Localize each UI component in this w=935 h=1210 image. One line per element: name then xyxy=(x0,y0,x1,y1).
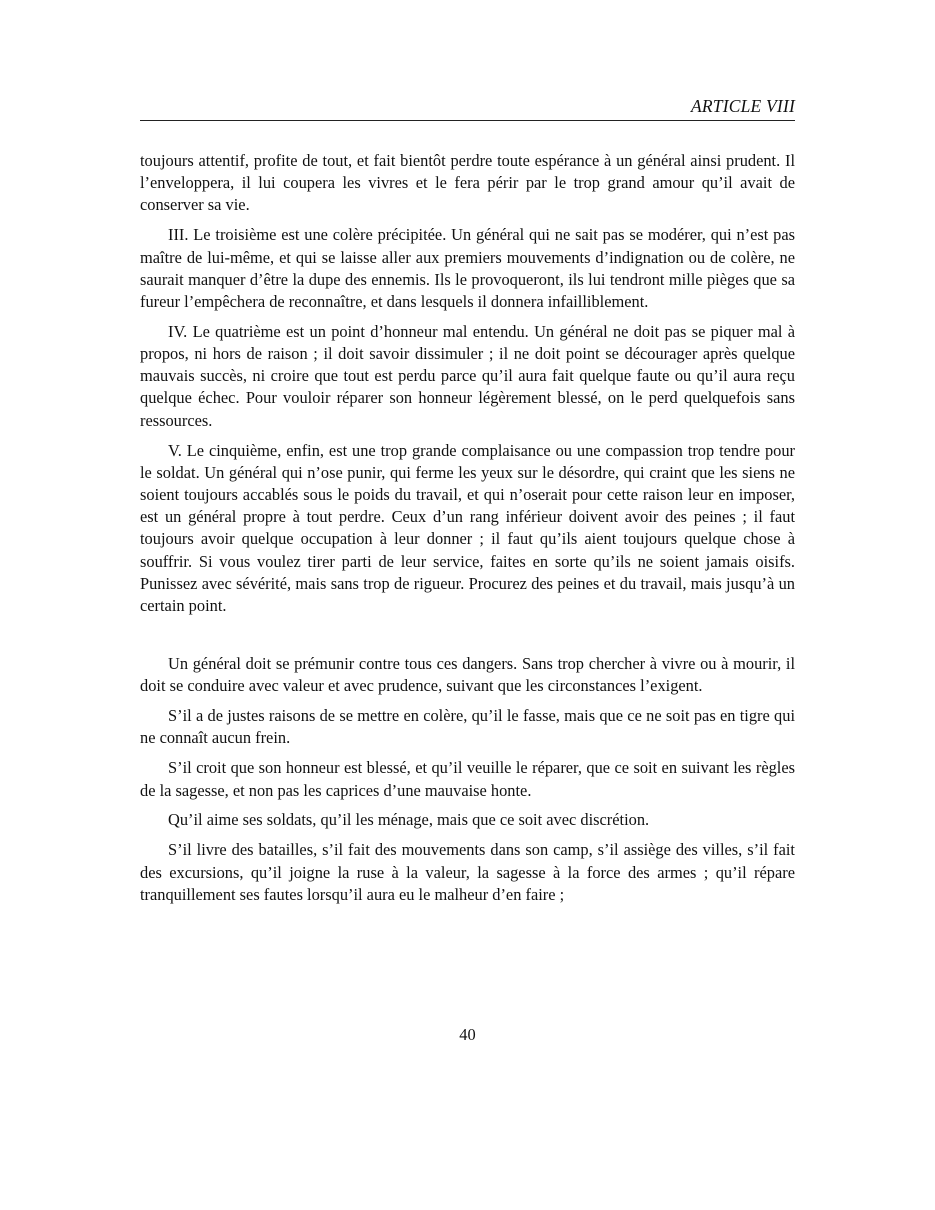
running-header-title: ARTICLE VIII xyxy=(140,94,795,121)
paragraph-battles: S’il livre des batailles, s’il fait des mouvements dans son camp, s’il assiège des villes, s’il fait des excursions, qu’il joigne la ruse à la valeur, la sagesse à la force des armes ; qu’il répare tranquillement ses fautes lorsqu’il aura eu le malheur d’en faire ; xyxy=(140,840,795,904)
paragraph-soldiers: Qu’il aime ses soldats, qu’il les ménage, mais que ce soit avec discrétion. xyxy=(168,810,650,830)
paragraph-anger: S’il a de justes raisons de se mettre en colère, qu’il le fasse, mais que ce ne soit pas en tigre qui ne connaît aucun frein. xyxy=(140,706,795,748)
paragraph-fifth-fault: V. Le cinquième, enfin, est une trop grande complaisance ou une compassion trop tendre pour le soldat. Un général qui n’ose punir, qui ferme les yeux sur le désordre, qui craint que les siens ne soient toujours accablés sous le poids du travail, et qui n’oserait pour cette raison leur en imposer, est un général propre à tout perdre. Ceux d’un rang inférieur doivent avoir des peines ; il faut toujours avoir quelque occupation à leur donner ; il faut qu’ils aient toujours quelque chose à souffrir. Si vous voulez tirer parti de leur service, faites en sorte qu’ils ne soient jamais oisifs. Punissez avec sévérité, mais sans trop de rigueur. Procurez des peines et du travail, mais jusqu’à un certain point. xyxy=(140,440,795,615)
paragraph-fourth-fault: IV. Le quatrième est un point d’honneur mal entendu. Un général ne doit pas se piquer mal à propos, ni hors de raison ; il doit savoir dissimuler ; il ne doit point se décourager après quelque mauvais succès, ni croire que tout est perdu parce qu’il aura fait quelque faute ou qu’il aura reçu quelque échec. Pour vouloir réparer son honneur légèrement blessé, on le perd quelquefois sans ressources. xyxy=(140,321,795,430)
paragraph-continuation: toujours attentif, profite de tout, et fait bientôt perdre toute espérance à un général ainsi prudent. Il l’enveloppera, il lui coupera les vivres et le fera périr par le trop grand amour qu’il avait de conserver sa vie. xyxy=(140,151,795,215)
page-number: 40 xyxy=(459,1025,476,1044)
paragraph-honour: S’il croit que son honneur est blessé, et qu’il veuille le réparer, que ce soit en suivant les règles de la sagesse, et non pas les caprices d’une mauvaise honte. xyxy=(140,758,795,800)
paragraph-third-fault: III. Le troisième est une colère précipitée. Un général qui ne sait pas se modérer, qui n’est pas maître de lui-même, et qui se laisse aller aux premiers mouvements d’indignation ou de colère, ne saurait manquer d’être la dupe des ennemis. Ils le provoqueront, ils lui tendront mille pièges que sa fureur l’empêchera de reconnaître, et dans lesquels il donnera infailliblement. xyxy=(140,225,795,311)
body-text xyxy=(140,150,795,914)
paragraph-dangers: Un général doit se prémunir contre tous ces dangers. Sans trop chercher à vivre ou à mourir, il doit se conduire avec valeur et avec prudence, suivant que les circonstances l’exigent. xyxy=(140,654,795,696)
